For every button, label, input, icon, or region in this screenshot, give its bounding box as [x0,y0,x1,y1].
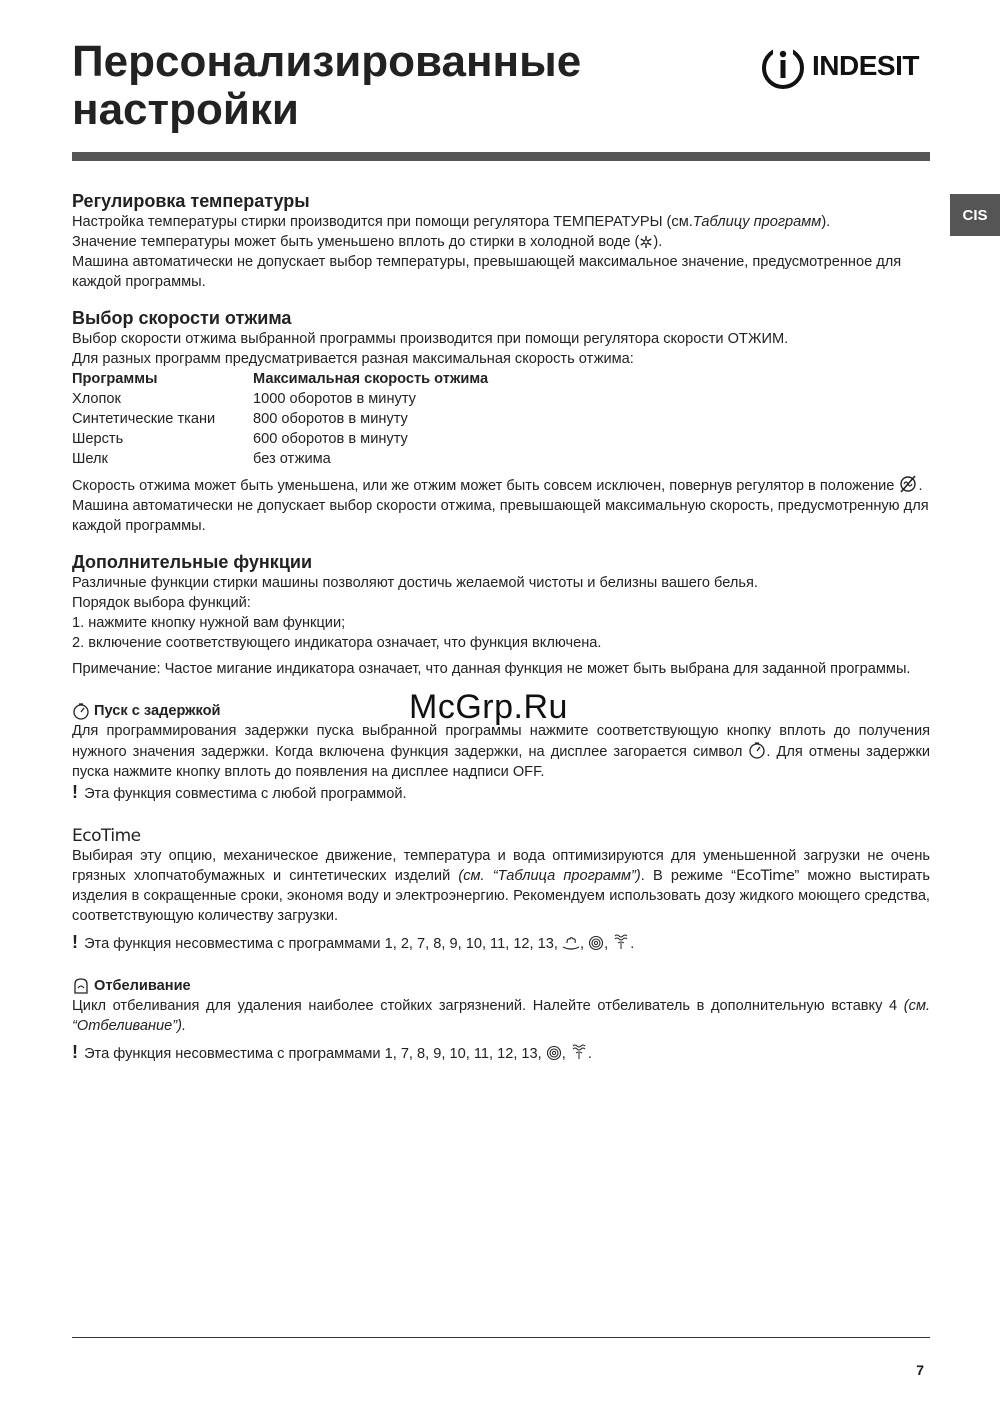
bleach-text [72,996,930,1036]
bleach-icon [72,977,90,995]
content [72,190,930,1064]
text-span: . Для отмены задержки пуска нажмите кнопку вплоть до появления на дисплее надписи OFF. [72,744,930,780]
delay-text [72,721,930,782]
bleach-warning [72,1042,930,1064]
brand-logo [760,44,932,92]
text-span: . [630,936,635,952]
logo-wordmark: INDESIT [812,50,919,81]
ecotime-warning [72,932,930,954]
temperature-heading: Регулировка температуры [72,191,310,211]
warning-mark: ! [72,1042,78,1062]
bleach-title-text: Отбеливание [94,978,191,994]
page-title-line2: настройки [72,85,299,134]
list-item: 2. включение соответствующего индикатора означает, что функция включена. [72,635,602,651]
extra-note: Примечание: Частое мигание индикатора означает, что данная функция не может быть выбрана для заданной программы. [72,661,911,677]
program-table-ref: Таблицу программ [692,214,822,230]
text-span: Эта функция несовместима с программами 1, 7, 8, 9, 10, 11, 12, 13, [84,1046,542,1062]
temperature-text [72,212,930,232]
col-programs: Программы [72,371,158,387]
bleach-ref: (см. “Отбеливание”). [72,998,930,1034]
text-span: , [561,1046,566,1062]
delay-title-text: Пуск с задержкой [94,703,221,719]
text-span: Выбирая эту опцию, механическое движение, температура и вода оптимизируются для уменьшенной загрузки не очень грязных хлопчатобумажных и синтетических изделий [72,848,930,884]
warning-mark: ! [72,782,78,802]
extra-functions-section [72,551,930,1064]
footer-divider [72,1337,930,1338]
bleach-title [72,976,930,996]
spin-heading: Выбор скорости отжима [72,308,292,328]
text-span: Эта функция несовместима с программами 1, 2, 7, 8, 9, 10, 11, 12, 13, [84,936,558,952]
col-max-speed: Максимальная скорость отжима [253,371,489,387]
program-speed: 1000 оборотов в минуту [253,391,416,407]
text-span: Значение температуры может быть уменьшено вплоть до стирки в холодной воде ( [72,234,640,250]
spin-limit-text: Машина автоматически не допускает выбор скорости отжима, превышающей максимальную скорость, предусмотренную для каждой программы. [72,498,929,534]
spin-text: Выбор скорости отжима выбранной программы производится при помощи регулятора скорости ОТЖИМ. [72,331,789,347]
ecotime-text [72,846,930,926]
text-span: . В режиме “ [640,868,736,884]
text-span: Для программирования задержки пуска выбранной программы нажмите соответствующую кнопку вплоть до получения нужного значения задержки. Когда включена функция задержки, на дисплее загорается символ [72,723,930,760]
text-span: . [918,478,923,494]
temperature-section [72,190,930,292]
program-name: Хлопок [72,391,121,407]
language-tab: CIS [950,194,1000,236]
ecotime-inline-label: EcoTime [735,867,795,884]
table-row [72,389,930,409]
spin-reduce-text [72,475,930,496]
header-divider [72,152,930,161]
extra-heading: Дополнительные функции [72,552,313,572]
watermark: McGrp.Ru [409,688,568,726]
text-span: Эта функция совместима с любой программой. [84,786,407,802]
text-span: Скорость отжима может быть уменьшена, или же отжим может быть совсем исключен, повернув регулятор в положение [72,478,895,494]
text-span: ” можно выстирать изделия в сокращенные сроки, экономя воду и электроэнергию. Рекомендуем использовать дозу жидкого моющего средства, соответствующую количеству загрузки. [72,868,931,924]
spiral-icon [588,935,604,951]
text-span: , [580,936,585,952]
spin-table-header [72,369,930,389]
table-row [72,449,930,469]
extra-order: Порядок выбора функций: [72,595,251,611]
power-icon [760,44,806,90]
program-name: Шелк [72,451,108,467]
page-title [72,38,581,134]
page-title-line1: Персонализированные [72,37,582,86]
delay-timer-icon [72,702,90,720]
program-name: Синтетические ткани [72,411,216,427]
temperature-limit-text: Машина автоматически не допускает выбор температуры, превышающей максимальное значение, предусмотренное для каждой программы. [72,254,902,290]
spiral-icon [546,1045,562,1061]
list-item: 1. нажмите кнопку нужной вам функции; [72,615,346,631]
program-speed: 800 оборотов в минуту [253,411,408,427]
text-span: . [587,1046,592,1062]
no-spin-icon [898,475,918,493]
text-span: ). [653,234,663,250]
delay-timer-icon [748,741,766,759]
warning-mark: ! [72,932,78,952]
program-table-ref: (см. “Таблица программ”) [458,868,641,884]
text-span: , [604,936,609,952]
program-name: Шерсть [72,431,124,447]
text-span: Цикл отбеливания для удаления наиболее стойких загрязнений. Налейте отбеливатель в дополнительную вставку 4 [72,998,904,1014]
spin-text-2: Для разных программ предусматривается разная максимальная скорость отжима: [72,351,634,367]
temperature-cold-text [72,232,930,252]
delay-warning [72,782,930,804]
spin-section [72,307,930,536]
snowflake-icon [639,235,653,249]
table-row [72,429,930,449]
steam-icon [612,933,630,951]
text-span: Настройка температуры стирки производится при помощи регулятора ТЕМПЕРАТУРЫ (см. [72,214,693,230]
steam-icon [570,1043,588,1061]
extra-text: Различные функции стирки машины позволяют достичь желаемой чистоты и белизны вашего белья. [72,575,758,591]
hand-wash-icon [562,935,580,951]
text-span: ). [821,214,831,230]
program-speed: без отжима [253,451,331,467]
ecotime-title: EcoTime [72,826,141,846]
page-number: 7 [916,1362,924,1378]
program-speed: 600 оборотов в минуту [253,431,408,447]
table-row [72,409,930,429]
